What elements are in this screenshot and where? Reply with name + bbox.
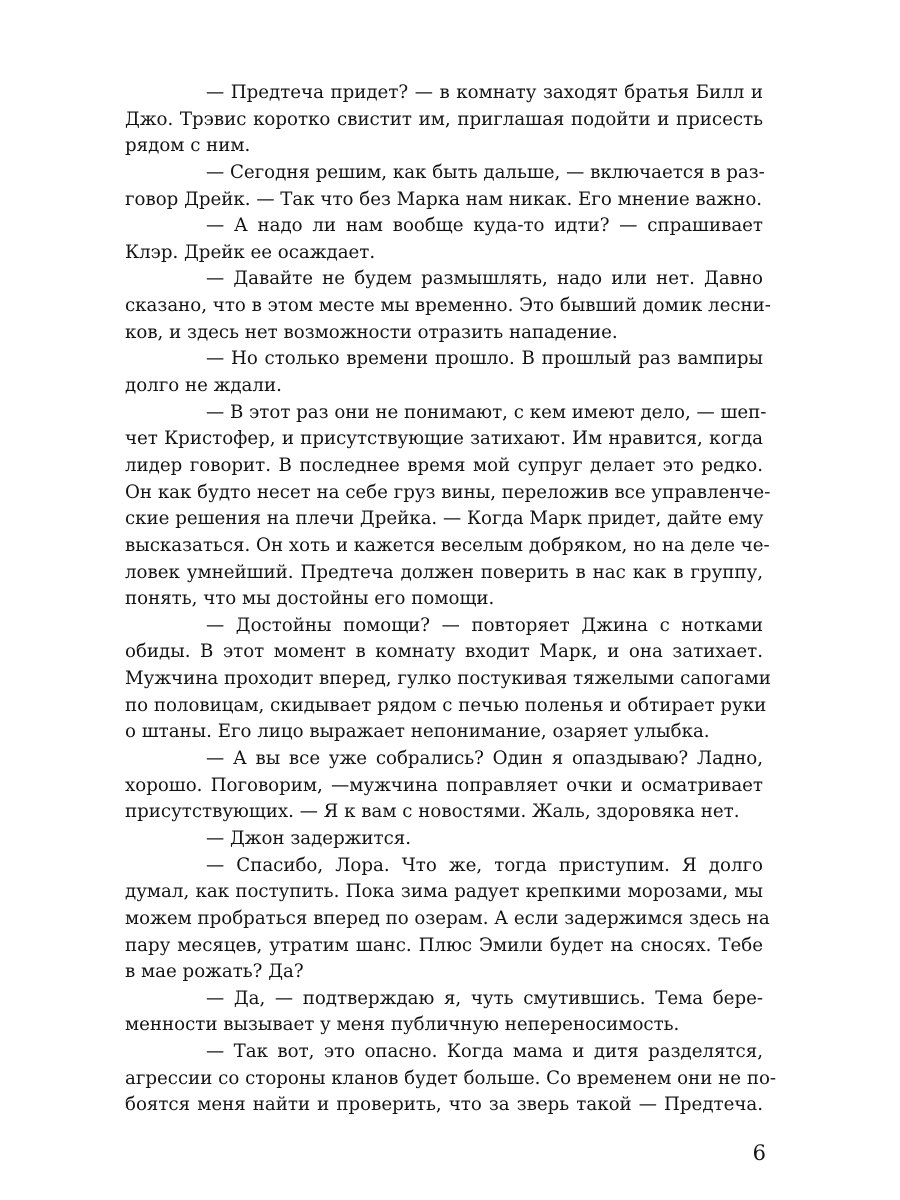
body-text <box>125 80 777 1119</box>
text-line: можем пробраться вперед по озерам. А если задержимся здесь на <box>125 907 770 929</box>
text-line: ков, и здесь нет возможности отразить нападение. <box>125 321 618 343</box>
paragraph-first-line: — Сегодня решим, как быть дальше, — включается в раз- <box>206 161 765 183</box>
text-line: пару месяцев, утратим шанс. Плюс Эмили будет на сносях. Тебе <box>125 934 763 956</box>
text-line: чет Кристофер, и присутствующие затихают. Им нравится, когда <box>125 428 763 450</box>
paragraph-first-line: — В этот раз они не понимают, с кем имеют дело, — шеп- <box>206 401 767 423</box>
text-line: о штаны. Его лицо выражает непонимание, озаряет улыбка. <box>125 721 710 743</box>
text-line: обиды. В этот момент в комнату входит Марк, и она затихает. <box>125 641 763 663</box>
text-line: хорошо. Поговорим, —мужчина поправляет очки и осматривает <box>125 774 763 796</box>
paragraph-first-line: — А надо ли нам вообще куда-то идти? — спрашивает <box>206 215 763 237</box>
text-line: агрессии со стороны кланов будет больше. Со временем они не по- <box>125 1067 777 1089</box>
text-line: менности вызывает у меня публичную непереносимость. <box>125 1014 680 1036</box>
text-line: понять, что мы достойны его помощи. <box>125 588 495 610</box>
text-line: Клэр. Дрейк ее осаждает. <box>125 241 376 263</box>
text-line: долго не ждали. <box>125 375 282 397</box>
page-number: 6 <box>752 1141 766 1165</box>
paragraph-first-line: — Достойны помощи? — повторяет Джина с нотками <box>206 614 763 636</box>
text-line: высказаться. Он хоть и кажется веселым добряком, но на деле че- <box>125 534 770 556</box>
paragraph-first-line: — Джон задержится. <box>206 827 412 849</box>
paragraph-first-line: — Спасибо, Лора. Что же, тогда приступим. Я долго <box>206 854 763 876</box>
text-line: сказано, что в этом месте мы временно. Это бывший домик лесни- <box>125 295 771 317</box>
text-line: Мужчина проходит вперед, гулко постукивая тяжелыми сапогами <box>125 668 771 690</box>
text-line: Джо. Трэвис коротко свистит им, приглашая подойти и присесть <box>125 108 763 130</box>
text-line: ловек умнейший. Предтеча должен поверить в нас как в группу, <box>125 561 763 583</box>
text-line: боятся меня найти и проверить, что за зверь такой — Предтеча. <box>125 1094 763 1116</box>
paragraph-first-line: — Так вот, это опасно. Когда мама и дитя разделятся, <box>206 1041 763 1063</box>
text-line: по половицам, скидывает рядом с печью поленья и обтирает руки <box>125 694 767 716</box>
paragraph-first-line: — Предтеча придет? — в комнату заходят братья Билл и <box>206 82 763 103</box>
paragraph-first-line: — Но столько времени прошло. В прошлый раз вампиры <box>206 348 763 370</box>
text-line: говор Дрейк. — Так что без Марка нам никак. Его мнение важно. <box>125 188 763 210</box>
text-line: рядом с ним. <box>125 135 251 157</box>
text-line: лидер говорит. В последнее время мой супруг делает это редко. <box>125 454 763 476</box>
paragraph-first-line: — Давайте не будем размышлять, надо или нет. Давно <box>206 268 763 290</box>
text-line: думал, как поступить. Пока зима радует крепкими морозами, мы <box>125 881 763 903</box>
text-line: присутствующих. — Я к вам с новостями. Жаль, здоровяка нет. <box>125 801 740 823</box>
paragraph-first-line: — А вы все уже собрались? Один я опаздываю? Ладно, <box>206 748 763 770</box>
text-line: в мае рожать? Да? <box>125 961 304 983</box>
text-line: Он как будто несет на себе груз вины, переложив все управленче- <box>125 481 771 503</box>
text-line: ские решения на плечи Дрейка. — Когда Марк придет, дайте ему <box>125 508 764 530</box>
paragraph-first-line: — Да, — подтверждаю я, чуть смутившись. Тема бере- <box>206 987 763 1009</box>
